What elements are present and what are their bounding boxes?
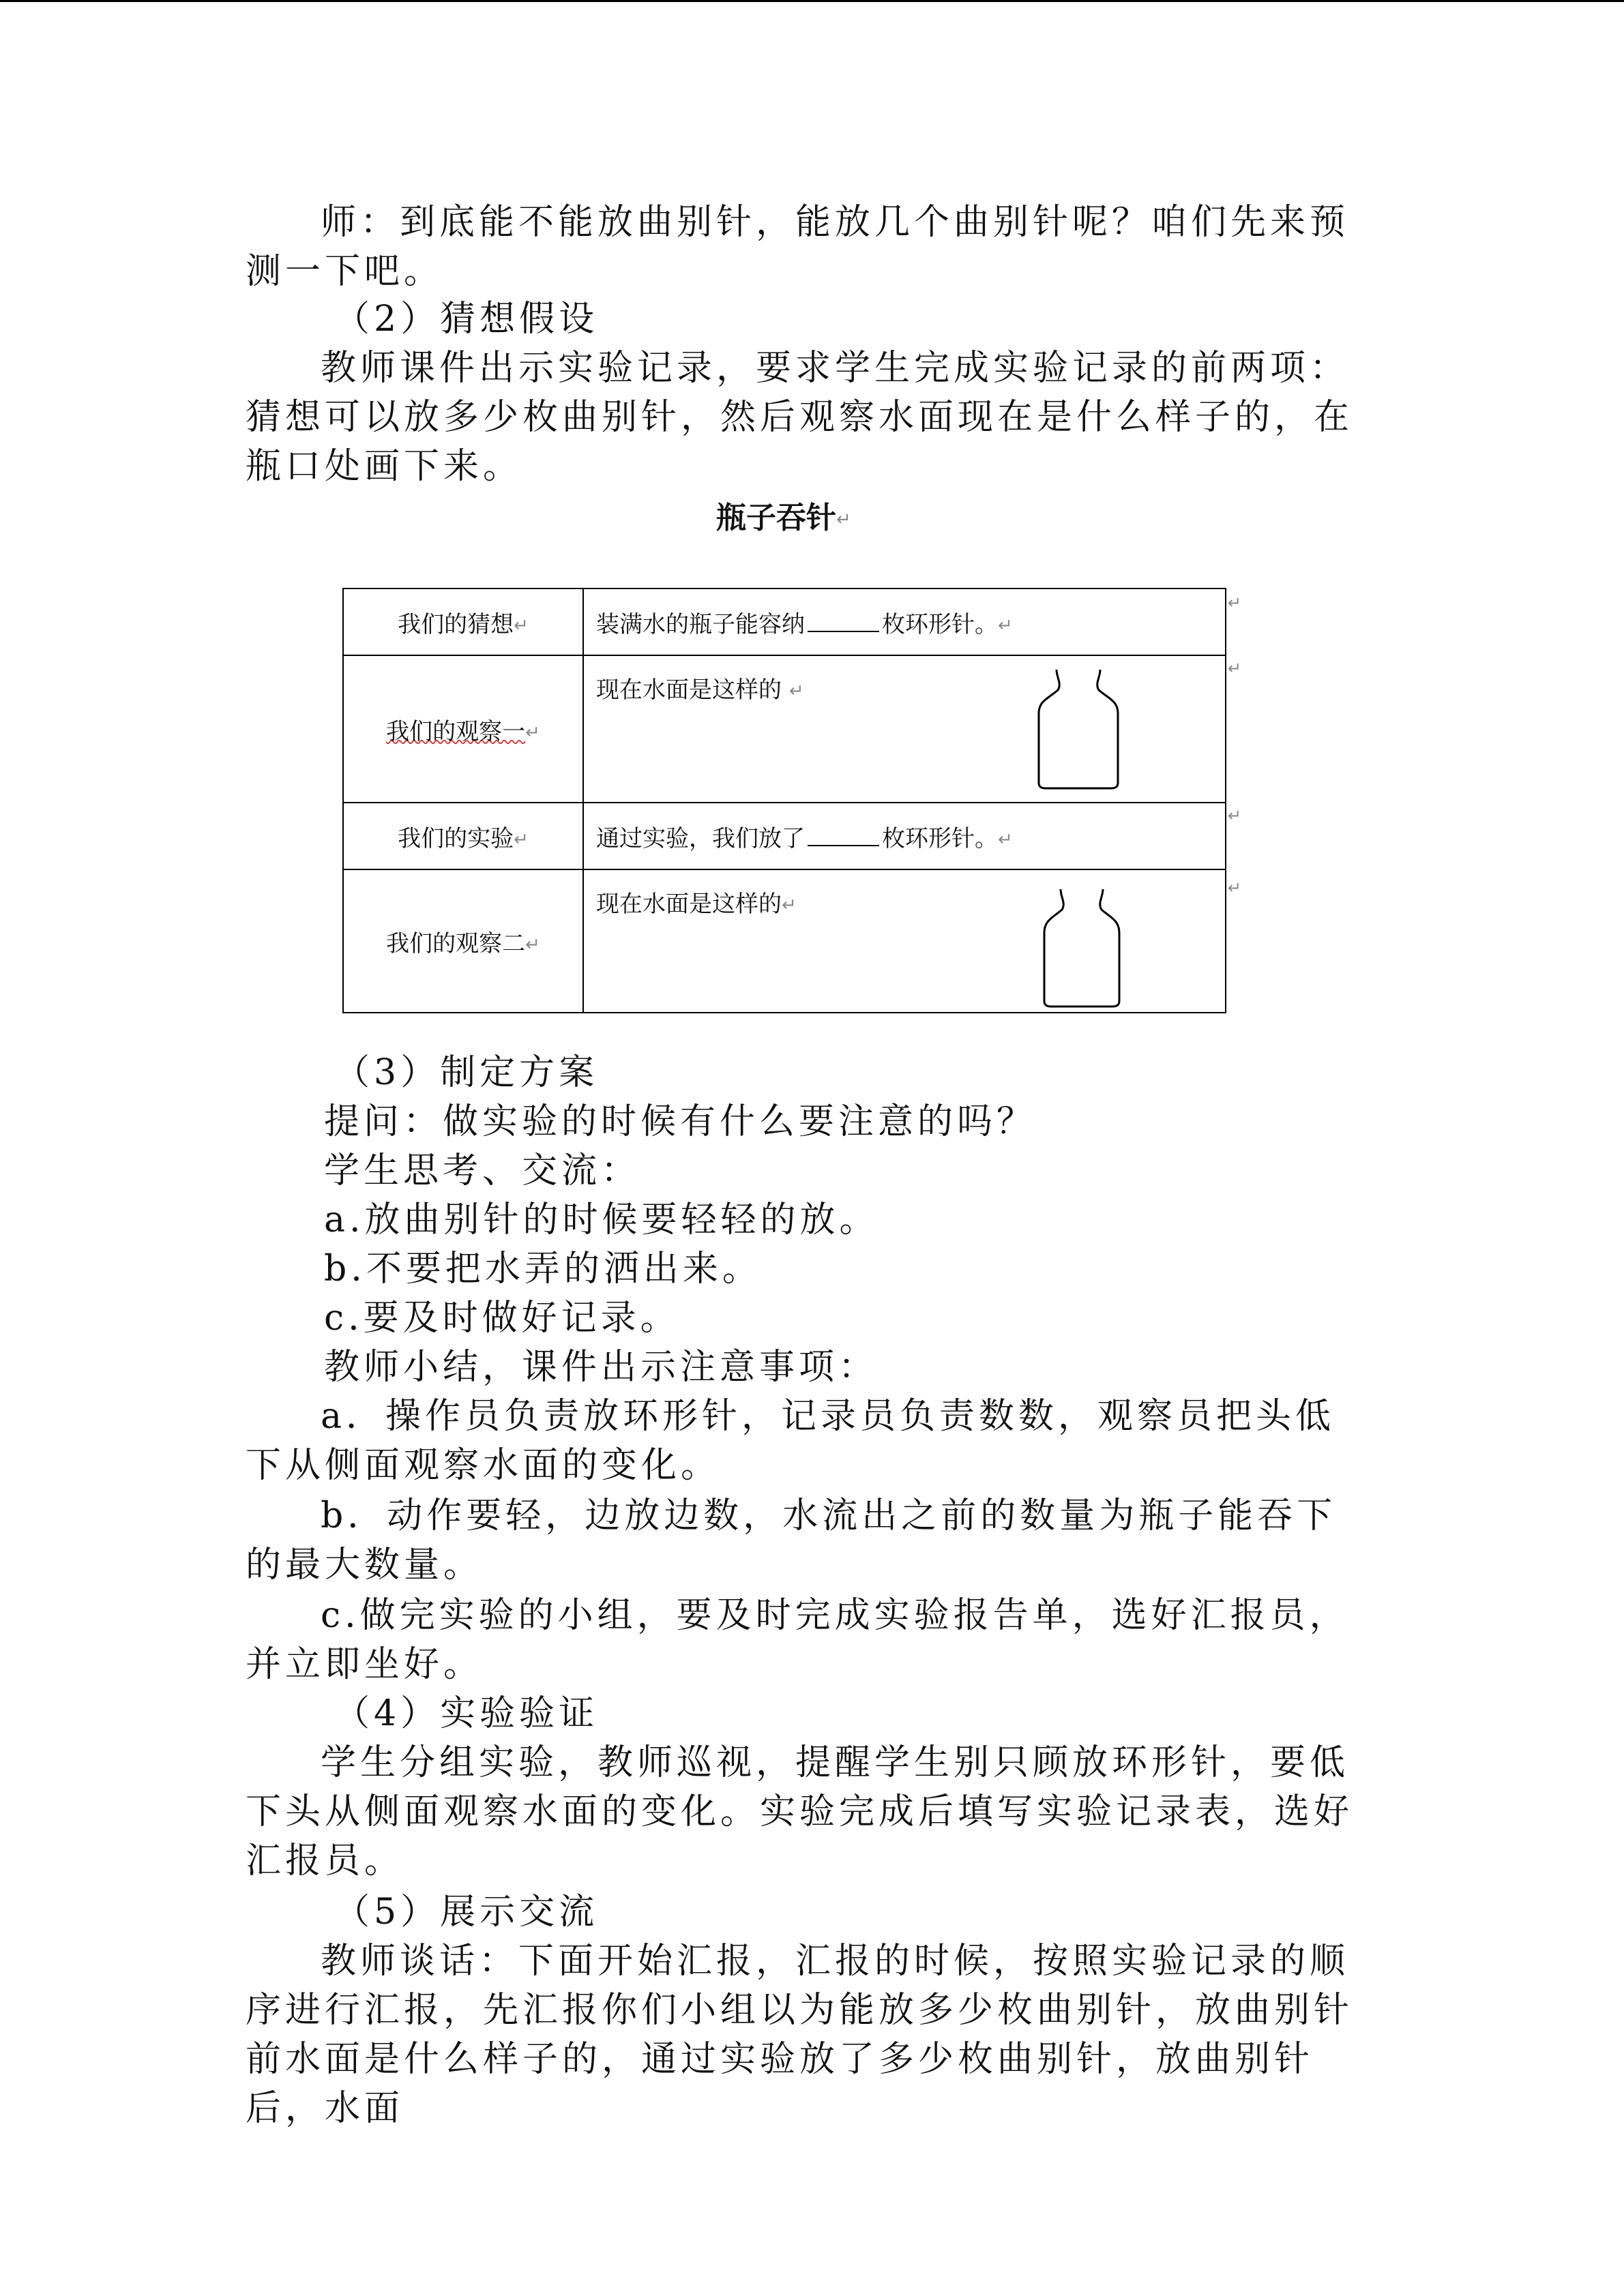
return-mark-icon: ↵ bbox=[836, 509, 851, 530]
table-title-text: 瓶子吞针 bbox=[716, 501, 836, 535]
note-item: b．动作要轻，边放边数，水流出之前的数量为瓶子能吞下的最大数量。 bbox=[246, 1495, 1337, 1585]
row-content-observe-2[interactable]: 现在水面是这样的↵ bbox=[583, 869, 1226, 1013]
section-heading-plan: （3）制定方案 bbox=[334, 1052, 599, 1093]
discuss-text: 学生思考、交流： bbox=[324, 1150, 641, 1191]
bottle-icon bbox=[1031, 668, 1126, 790]
return-mark-icon: ↵ bbox=[1228, 659, 1242, 678]
paragraph-hypothesis: 教师课件出示实验记录，要求学生完成实验记录的前两项：猜想可以放多少枚曲别针，然后观察水面现在是什么样子的，在瓶口处画下来。 bbox=[246, 348, 1354, 487]
paragraph-share: 教师谈话：下面开始汇报，汇报的时候，按照实验记录的顺序进行汇报，先汇报你们小组以为能放多少枚曲别针，放曲别针前水面是什么样子的，通过实验放了多少枚曲别针，放曲别针后，水面 bbox=[246, 1941, 1354, 2129]
table-row bbox=[343, 869, 1226, 1013]
row-content-observe-1[interactable]: 现在水面是这样的 ↵ bbox=[583, 655, 1226, 803]
section-heading-verify: （4）实验验证 bbox=[334, 1693, 599, 1734]
row-content-experiment[interactable]: 通过实验，我们放了 枚环形针。↵ bbox=[583, 803, 1226, 869]
row-label-experiment: 我们的实验↵ bbox=[343, 803, 583, 869]
note-item: a．操作员负责放环形针，记录员负责数数，观察员把头低下从侧面观察水面的变化。 bbox=[246, 1396, 1335, 1486]
experiment-record-table bbox=[342, 588, 1226, 1013]
paragraph-verify: 学生分组实验，教师巡视，提醒学生别只顾放环形针，要低下头从侧面观察水面的变化。实验完成后填写实验记录表，选好汇报员。 bbox=[246, 1742, 1354, 1881]
summary-text: 教师小结，课件出示注意事项： bbox=[324, 1347, 879, 1388]
list-item: b.不要把水弄的洒出来。 bbox=[324, 1249, 762, 1289]
list-item: a.放曲别针的时候要轻轻的放。 bbox=[324, 1199, 879, 1240]
table-title bbox=[716, 498, 851, 540]
row-label-guess: 我们的猜想↵ bbox=[343, 588, 583, 655]
paragraph-teacher-question: 师：到底能不能放曲别针，能放几个曲别针呢？咱们先来预测一下吧。 bbox=[246, 202, 1350, 292]
experiment-blank[interactable] bbox=[808, 824, 879, 846]
return-mark-icon: ↵ bbox=[1228, 806, 1242, 825]
table-row bbox=[343, 655, 1226, 803]
guess-blank[interactable] bbox=[808, 610, 879, 632]
question-text: 提问：做实验的时候有什么要注意的吗？ bbox=[324, 1101, 1037, 1142]
row-label-observe-2: 我们的观察二↵ bbox=[343, 869, 583, 1013]
bottle-icon bbox=[1037, 888, 1126, 1008]
section-heading-hypothesis: （2）猜想假设 bbox=[334, 299, 599, 340]
return-mark-icon: ↵ bbox=[1228, 878, 1242, 897]
section-heading-share: （5）展示交流 bbox=[334, 1892, 599, 1933]
table-row bbox=[343, 588, 1226, 655]
return-mark-icon: ↵ bbox=[1228, 593, 1242, 612]
note-item: c.做完实验的小组，要及时完成实验报告单，选好汇报员，并立即坐好。 bbox=[246, 1595, 1349, 1685]
page-top-border bbox=[0, 0, 1624, 2]
table-row bbox=[343, 803, 1226, 869]
row-content-guess[interactable]: 装满水的瓶子能容纳 枚环形针。↵ bbox=[583, 588, 1226, 655]
row-label-observe-1: 我们的观察一↵ bbox=[343, 655, 583, 803]
list-item: c.要及时做好记录。 bbox=[324, 1298, 680, 1339]
